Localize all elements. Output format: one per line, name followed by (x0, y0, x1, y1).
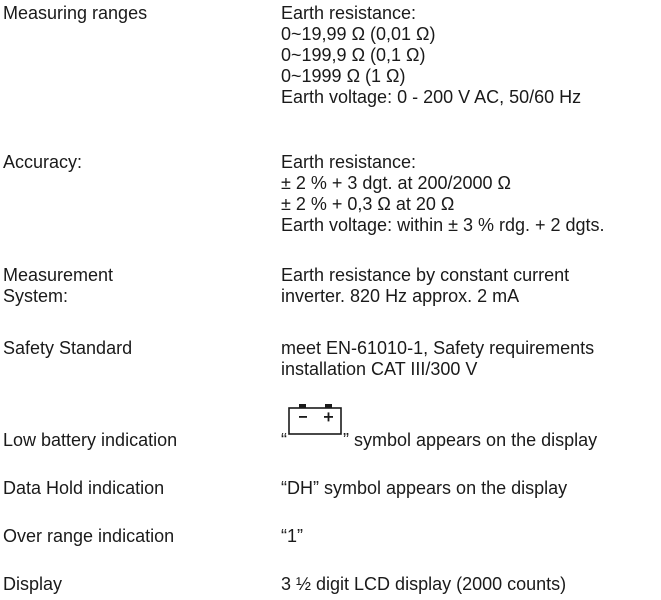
spec-label-line: Low battery indication (3, 430, 178, 450)
spec-value (281, 152, 605, 236)
spec-label (3, 526, 174, 547)
spec-value (281, 265, 569, 307)
spec-value (281, 526, 303, 547)
spec-label (3, 152, 82, 173)
spec-value-line: Earth resistance: (281, 3, 417, 23)
spec-value-line: Earth voltage: 0 - 200 V AC, 50/60 Hz (281, 87, 582, 107)
spec-label-line: Measuring ranges (3, 3, 148, 23)
spec-value-line: Earth resistance by constant current (281, 265, 570, 285)
spec-value-line (281, 430, 597, 451)
spec-value-line: meet EN-61010-1, Safety requirements (281, 338, 595, 358)
spec-label-line: Accuracy: (3, 152, 83, 172)
spec-label (3, 574, 62, 595)
spec-value (281, 430, 597, 451)
battery-icon (287, 430, 343, 451)
spec-value-line: installation CAT III/300 V (281, 359, 478, 379)
spec-label-line: System: (3, 286, 69, 306)
spec-label-line: Display (3, 574, 63, 594)
spec-label (3, 338, 132, 359)
low-battery-text: ” symbol appears on the display (343, 430, 598, 450)
spec-label (3, 3, 147, 24)
quote-open: “ (281, 430, 287, 450)
spec-label-line: Data Hold indication (3, 478, 165, 498)
spec-value-line: inverter. 820 Hz approx. 2 mA (281, 286, 520, 306)
spec-value-line: 0~19,99 Ω (0,01 Ω) (281, 24, 436, 44)
battery-icon-graphic (287, 402, 345, 442)
spec-label-line: Safety Standard (3, 338, 133, 358)
spec-value-line: “DH” symbol appears on the display (281, 478, 568, 498)
spec-value (281, 574, 566, 595)
spec-value-line: ± 2 % + 3 dgt. at 200/2000 Ω (281, 173, 511, 193)
spec-value-line: Earth resistance: (281, 152, 417, 172)
spec-label-line: Measurement (3, 265, 114, 285)
spec-value-line: 0~1999 Ω (1 Ω) (281, 66, 406, 86)
spec-value-line: “1” (281, 526, 303, 546)
spec-value-line: 0~199,9 Ω (0,1 Ω) (281, 45, 426, 65)
spec-label (3, 478, 164, 499)
spec-value-line: ± 2 % + 0,3 Ω at 20 Ω (281, 194, 455, 214)
spec-value (281, 478, 567, 499)
spec-value (281, 338, 594, 380)
spec-value-line: 3 ½ digit LCD display (2000 counts) (281, 574, 567, 594)
spec-value (281, 3, 581, 108)
spec-label-line: Over range indication (3, 526, 175, 546)
spec-label (3, 430, 177, 451)
spec-value-line: Earth voltage: within ± 3 % rdg. + 2 dgts. (281, 215, 605, 235)
spec-label (3, 265, 113, 307)
